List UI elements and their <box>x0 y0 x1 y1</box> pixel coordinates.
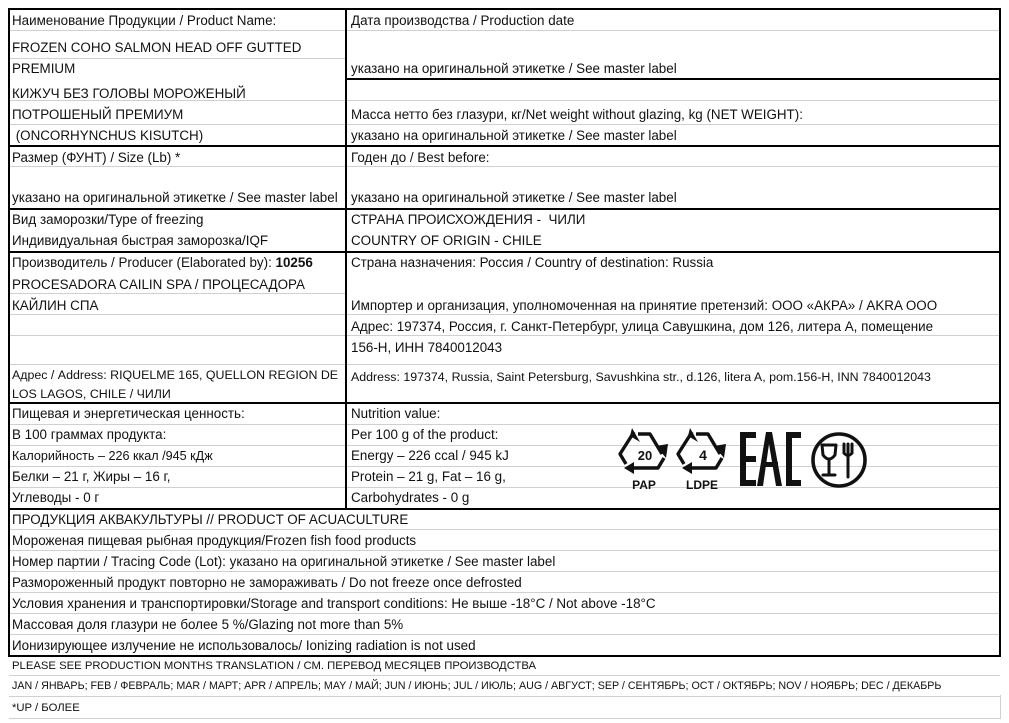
producer-label-text: Производитель / Producer (Elaborated by): <box>12 255 276 270</box>
months-title: PLEASE SEE PRODUCTION MONTHS TRANSLATION / СМ. ПЕРЕВОД МЕСЯЦЕВ ПРОИЗВОДСТВА <box>12 660 537 672</box>
nutrition-en-protein-fat: Protein – 21 g, Fat – 16 g, <box>351 469 506 484</box>
grid-line <box>9 571 1000 572</box>
importer-address-ru-line2: 156-Н, ИНН 7840012043 <box>351 340 503 355</box>
table-border <box>345 8 347 509</box>
nutrition-ru-per: В 100 граммах продукта: <box>12 427 167 442</box>
production-date-label: Дата производства / Production date <box>351 13 575 28</box>
importer-line: Импортер и организация, уполномоченная на принятие претензий: ООО «АКРА» / AKRA OOO <box>351 298 938 313</box>
product-latin-name: (ONCORHYNCHUS KISUTCH) <box>12 128 204 143</box>
best-before-label: Годен до / Best before: <box>351 150 490 165</box>
ldpe-label: LDPE <box>685 478 719 492</box>
freezing-value: Индивидуальная быстрая заморозка/IQF <box>12 233 269 248</box>
table-border <box>347 78 1001 80</box>
table-border <box>8 251 1001 253</box>
grid-line <box>9 529 1000 530</box>
importer-address-ru-line1: Адрес: 197374, Россия, г. Санкт-Петербург, улица Савушкина, дом 126, литера А, помещение <box>351 319 934 334</box>
radiation-line: Ионизирующее излучение не использовалось/ Ionizing radiation is not used <box>12 638 476 653</box>
grid-line <box>9 364 1000 365</box>
lot-line: Номер партии / Tracing Code (Lot): указано на оригинальной этикетке / See master label <box>12 554 556 569</box>
table-border <box>8 145 1001 147</box>
grid-line <box>9 592 1000 593</box>
table-border <box>999 8 1001 657</box>
net-weight-value: указано на оригинальной этикетке / See master label <box>351 128 677 143</box>
producer-label <box>12 254 313 272</box>
nutrition-ru-calories: Калорийность – 226 ккал /945 кДж <box>12 449 213 463</box>
nutrition-ru-protein-fat: Белки – 21 г, Жиры – 16 г, <box>12 469 171 484</box>
producer-address-line2: LOS LAGOS, CHILE / ЧИЛИ <box>12 387 171 401</box>
best-before-value: указано на оригинальной этикетке / See master label <box>351 190 677 205</box>
grid-line <box>9 718 1000 719</box>
aquaculture-line: ПРОДУКЦИЯ АКВАКУЛЬТУРЫ // PRODUCT OF ACUACULTURE <box>12 512 409 527</box>
origin-ru: СТРАНА ПРОИСХОЖДЕНИЯ - ЧИЛИ <box>351 212 586 227</box>
product-name-ru-line1: КИЖУЧ БЕЗ ГОЛОВЫ МОРОЖЕНЫЙ <box>12 86 246 101</box>
product-name-en-line2: PREMIUM <box>12 61 76 76</box>
grid-line <box>9 424 1000 425</box>
net-weight-label: Масса нетто без глазури, кг/Net weight without glazing, kg (NET WEIGHT): <box>351 107 803 122</box>
freezing-label: Вид заморозки/Type of freezing <box>12 212 204 227</box>
grid-line <box>9 58 347 59</box>
grid-line <box>9 613 1000 614</box>
storage-line: Условия хранения и транспортировки/Storage and transport conditions: Не выше -18°C / Not above -18°C <box>12 596 656 611</box>
producer-name-line2: КАЙЛИН СПА <box>12 298 99 313</box>
grid-line <box>9 550 1000 551</box>
grid-line <box>9 696 1000 697</box>
nutrition-en-carbs: Carbohydrates - 0 g <box>351 490 470 505</box>
table-border <box>8 8 10 657</box>
frozen-food-line: Мороженая пищевая рыбная продукция/Frozen fish food products <box>12 533 417 548</box>
producer-code: 10256 <box>275 255 313 270</box>
product-name-label: Наименование Продукции / Product Name: <box>12 13 277 28</box>
importer-address-en: Address: 197374, Russia, Saint Petersburg, Savushkina str., d.126, litera A, pom.156-H, INN 7840012043 <box>351 370 931 384</box>
food-contact-icon <box>810 431 868 489</box>
origin-en: COUNTRY OF ORIGIN - CHILE <box>351 233 542 248</box>
grid-line <box>9 675 1000 676</box>
producer-name-line1: PROCESADORA CAILIN SPA / ПРОЦЕСАДОРА <box>12 277 305 292</box>
table-border <box>8 508 1001 510</box>
nutrition-ru-carbs: Углеводы - 0 г <box>12 490 100 505</box>
production-date-value: указано на оригинальной этикетке / See master label <box>351 61 677 76</box>
product-name-en-line1: FROZEN COHO SALMON HEAD OFF GUTTED <box>12 40 302 55</box>
pap-label: PAP <box>632 478 656 492</box>
table-border <box>8 208 1001 210</box>
size-value: указано на оригинальной этикетке / See master label <box>12 190 338 205</box>
nutrition-en-title: Nutrition value: <box>351 406 441 421</box>
months-translation: JAN / ЯНВАРЬ; FEB / ФЕВРАЛЬ; MAR / МАРТ; APR / АПРЕЛЬ; MAY / МАЙ; JUN / ИЮНЬ; JUL / ИЮЛЬ; AUG / АВГУСТ; SEP / СЕНТЯБРЬ; OCT / ОКТЯБРЬ; NOV / НОЯБРЬ; DEC / ДЕКАБРЬ <box>12 680 942 692</box>
nutrition-ru-title: Пищевая и энергетическая ценность: <box>12 406 245 421</box>
destination-country: Страна назначения: Россия / Country of destination: Russia <box>351 255 714 270</box>
product-name-ru-line2: ПОТРОШЕНЫЙ ПРЕМИУМ <box>12 107 184 122</box>
pap-number: 20 <box>637 448 653 463</box>
eac-mark-icon <box>738 430 802 488</box>
recycle-ldpe-icon <box>676 428 728 492</box>
nutrition-en-energy: Energy – 226 ccal / 945 kJ <box>351 448 509 463</box>
nutrition-en-per: Per 100 g of the product: <box>351 427 499 442</box>
ldpe-number: 4 <box>699 447 707 463</box>
grid-line <box>1000 695 1001 719</box>
grid-line <box>9 30 1000 31</box>
table-border <box>8 8 1001 10</box>
grid-line <box>9 124 1000 125</box>
up-note: *UP / БОЛЕЕ <box>12 702 80 714</box>
recycle-pap-icon <box>618 428 670 492</box>
producer-address-line1: Адрес / Address: RIQUELME 165, QUELLON REGION DE <box>12 368 339 382</box>
size-label: Размер (ФУНТ) / Size (Lb) * <box>12 150 181 165</box>
glazing-line: Массовая доля глазури не более 5 %/Glazing not more than 5% <box>12 617 404 632</box>
defrosted-line: Размороженный продукт повторно не замораживать / Do not freeze once defrosted <box>12 575 522 590</box>
grid-line <box>9 634 1000 635</box>
grid-line <box>347 100 1000 101</box>
